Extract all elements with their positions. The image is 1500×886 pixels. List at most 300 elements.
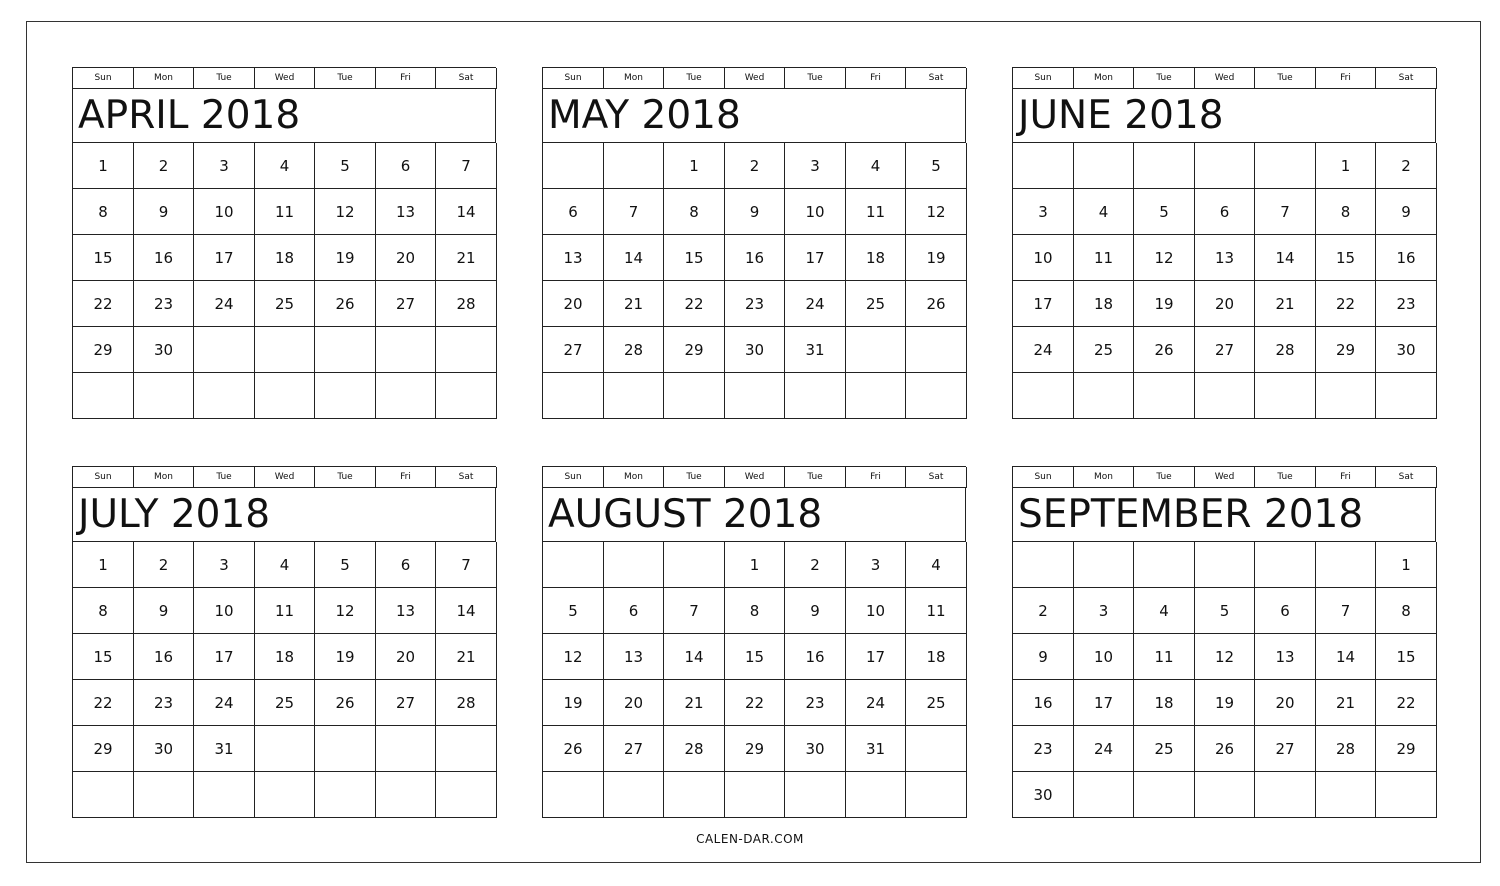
- weekday-label: Sun: [543, 467, 604, 488]
- day-cell: 27: [1195, 327, 1255, 373]
- day-cell: [1195, 542, 1255, 588]
- day-cell: 7: [1316, 588, 1376, 634]
- day-cell: 6: [543, 189, 604, 235]
- day-cell: 6: [604, 588, 664, 634]
- day-cell: 11: [1074, 235, 1134, 281]
- weekday-label: Tue: [664, 68, 725, 89]
- day-cell: [255, 373, 315, 419]
- day-cell: 2: [785, 542, 846, 588]
- day-cell: 25: [255, 680, 315, 726]
- day-cell: 1: [73, 542, 134, 588]
- day-cell: 28: [1316, 726, 1376, 772]
- day-cell: 24: [1074, 726, 1134, 772]
- day-cell: 5: [315, 542, 376, 588]
- day-cell: [436, 327, 497, 373]
- day-cell: 26: [1195, 726, 1255, 772]
- day-cell: 15: [1376, 634, 1437, 680]
- day-cell: 4: [255, 542, 315, 588]
- day-cell: 24: [1013, 327, 1074, 373]
- day-cell: 16: [725, 235, 785, 281]
- weekday-label: Fri: [376, 68, 436, 89]
- day-cell: 7: [436, 542, 497, 588]
- day-cell: 19: [543, 680, 604, 726]
- day-cell: 12: [1195, 634, 1255, 680]
- day-cell: 29: [725, 726, 785, 772]
- weekday-label: Tue: [194, 467, 255, 488]
- day-cell: [376, 327, 436, 373]
- day-cell: 29: [1316, 327, 1376, 373]
- weekday-label: Mon: [1074, 467, 1134, 488]
- weekday-header-row: [543, 68, 966, 89]
- day-cell: 24: [194, 281, 255, 327]
- day-cell: 3: [1013, 189, 1074, 235]
- day-cell: [1255, 542, 1316, 588]
- weekday-header-row: [1013, 68, 1436, 89]
- day-grid: [1013, 542, 1436, 818]
- day-cell: 10: [194, 588, 255, 634]
- day-cell: 26: [543, 726, 604, 772]
- day-cell: [543, 542, 604, 588]
- day-cell: 9: [134, 189, 194, 235]
- day-cell: 31: [785, 327, 846, 373]
- day-cell: 8: [664, 189, 725, 235]
- day-cell: 30: [1376, 327, 1437, 373]
- day-cell: [376, 726, 436, 772]
- day-cell: 22: [1316, 281, 1376, 327]
- day-cell: 20: [376, 634, 436, 680]
- day-cell: [1316, 373, 1376, 419]
- day-cell: [664, 542, 725, 588]
- day-cell: 23: [785, 680, 846, 726]
- weekday-label: Mon: [134, 68, 194, 89]
- day-cell: [1195, 772, 1255, 818]
- day-cell: 28: [436, 281, 497, 327]
- day-cell: [604, 373, 664, 419]
- weekday-label: Sat: [906, 467, 967, 488]
- day-cell: 5: [1195, 588, 1255, 634]
- day-cell: 26: [906, 281, 967, 327]
- day-cell: 6: [376, 542, 436, 588]
- weekday-label: Sat: [1376, 467, 1437, 488]
- day-cell: 20: [1255, 680, 1316, 726]
- day-cell: 15: [73, 235, 134, 281]
- day-cell: [1074, 772, 1134, 818]
- day-cell: 24: [785, 281, 846, 327]
- weekday-label: Tue: [315, 68, 376, 89]
- day-cell: 30: [1013, 772, 1074, 818]
- weekday-label: Sat: [436, 68, 497, 89]
- weekday-label: Wed: [725, 467, 785, 488]
- day-cell: 17: [846, 634, 906, 680]
- weekday-header-row: [73, 467, 496, 488]
- day-cell: 27: [604, 726, 664, 772]
- day-cell: 6: [1255, 588, 1316, 634]
- day-cell: 13: [1255, 634, 1316, 680]
- day-cell: 24: [194, 680, 255, 726]
- day-cell: [543, 143, 604, 189]
- day-cell: [255, 772, 315, 818]
- day-cell: 21: [604, 281, 664, 327]
- weekday-label: Tue: [194, 68, 255, 89]
- day-cell: 9: [134, 588, 194, 634]
- weekday-label: Mon: [604, 467, 664, 488]
- day-cell: 13: [1195, 235, 1255, 281]
- day-cell: 29: [1376, 726, 1437, 772]
- day-cell: 13: [376, 588, 436, 634]
- month-calendar: [72, 466, 496, 818]
- day-cell: 16: [785, 634, 846, 680]
- day-cell: [725, 772, 785, 818]
- day-cell: [1255, 373, 1316, 419]
- day-cell: 4: [1074, 189, 1134, 235]
- day-cell: 18: [1134, 680, 1195, 726]
- day-cell: 1: [725, 542, 785, 588]
- day-cell: [543, 373, 604, 419]
- day-cell: 11: [1134, 634, 1195, 680]
- day-cell: 23: [134, 680, 194, 726]
- day-cell: 18: [1074, 281, 1134, 327]
- day-cell: 15: [664, 235, 725, 281]
- day-cell: 16: [1013, 680, 1074, 726]
- day-cell: [1074, 373, 1134, 419]
- weekday-label: Fri: [1316, 467, 1376, 488]
- month-title: SEPTEMBER 2018: [1013, 488, 1436, 542]
- day-cell: [255, 726, 315, 772]
- day-cell: [1074, 542, 1134, 588]
- day-cell: [906, 726, 967, 772]
- day-cell: 14: [664, 634, 725, 680]
- weekday-label: Sun: [1013, 467, 1074, 488]
- weekday-label: Tue: [1255, 467, 1316, 488]
- day-cell: 17: [785, 235, 846, 281]
- day-cell: 2: [134, 542, 194, 588]
- day-cell: [255, 327, 315, 373]
- day-cell: 1: [1316, 143, 1376, 189]
- day-cell: 13: [376, 189, 436, 235]
- day-cell: 17: [194, 634, 255, 680]
- day-cell: 15: [1316, 235, 1376, 281]
- weekday-label: Mon: [604, 68, 664, 89]
- day-grid: [543, 542, 966, 818]
- day-cell: 4: [846, 143, 906, 189]
- day-cell: 18: [846, 235, 906, 281]
- day-cell: 10: [1013, 235, 1074, 281]
- day-cell: [604, 772, 664, 818]
- day-cell: 21: [1316, 680, 1376, 726]
- day-cell: 19: [315, 235, 376, 281]
- day-cell: 10: [194, 189, 255, 235]
- day-cell: 23: [134, 281, 194, 327]
- day-cell: 1: [73, 143, 134, 189]
- day-cell: 8: [73, 189, 134, 235]
- day-cell: 5: [315, 143, 376, 189]
- day-cell: [315, 726, 376, 772]
- day-cell: 17: [1013, 281, 1074, 327]
- day-cell: 29: [664, 327, 725, 373]
- day-cell: 2: [725, 143, 785, 189]
- day-cell: [1255, 143, 1316, 189]
- day-cell: 27: [376, 680, 436, 726]
- day-cell: 14: [1316, 634, 1376, 680]
- weekday-label: Tue: [785, 467, 846, 488]
- day-cell: [1134, 542, 1195, 588]
- weekday-label: Tue: [664, 467, 725, 488]
- day-cell: 24: [846, 680, 906, 726]
- day-cell: 21: [436, 235, 497, 281]
- month-calendar: [542, 67, 966, 419]
- day-cell: [846, 772, 906, 818]
- day-cell: 22: [73, 281, 134, 327]
- day-cell: 30: [785, 726, 846, 772]
- day-cell: [134, 373, 194, 419]
- day-cell: [1013, 373, 1074, 419]
- weekday-label: Tue: [1134, 467, 1195, 488]
- day-cell: [785, 373, 846, 419]
- day-cell: 8: [73, 588, 134, 634]
- day-cell: 1: [664, 143, 725, 189]
- day-cell: 16: [134, 235, 194, 281]
- day-cell: 30: [725, 327, 785, 373]
- weekday-label: Sat: [436, 467, 497, 488]
- day-cell: 3: [194, 143, 255, 189]
- day-cell: 2: [1376, 143, 1437, 189]
- day-cell: 3: [194, 542, 255, 588]
- month-title: JULY 2018: [73, 488, 496, 542]
- weekday-label: Wed: [725, 68, 785, 89]
- day-cell: 31: [846, 726, 906, 772]
- day-cell: 6: [1195, 189, 1255, 235]
- day-cell: 29: [73, 726, 134, 772]
- day-cell: [436, 772, 497, 818]
- day-cell: 11: [255, 189, 315, 235]
- day-cell: 2: [1013, 588, 1074, 634]
- day-cell: 26: [315, 680, 376, 726]
- day-cell: 9: [725, 189, 785, 235]
- day-cell: 4: [255, 143, 315, 189]
- day-cell: 31: [194, 726, 255, 772]
- day-cell: [376, 373, 436, 419]
- day-cell: [664, 373, 725, 419]
- day-cell: 5: [906, 143, 967, 189]
- day-cell: [1376, 373, 1437, 419]
- day-cell: [664, 772, 725, 818]
- day-cell: 5: [543, 588, 604, 634]
- day-cell: 25: [906, 680, 967, 726]
- day-cell: [1316, 542, 1376, 588]
- day-cell: 11: [846, 189, 906, 235]
- day-cell: [1195, 373, 1255, 419]
- month-calendar: [1012, 67, 1436, 419]
- day-cell: [134, 772, 194, 818]
- month-title: JUNE 2018: [1013, 89, 1436, 143]
- day-cell: 10: [846, 588, 906, 634]
- day-cell: [906, 327, 967, 373]
- day-cell: 5: [1134, 189, 1195, 235]
- day-cell: [376, 772, 436, 818]
- day-cell: [846, 373, 906, 419]
- day-cell: 25: [1134, 726, 1195, 772]
- weekday-label: Fri: [1316, 68, 1376, 89]
- day-cell: 27: [376, 281, 436, 327]
- day-grid: [1013, 143, 1436, 419]
- day-cell: 9: [1376, 189, 1437, 235]
- day-cell: 7: [664, 588, 725, 634]
- weekday-label: Tue: [1255, 68, 1316, 89]
- day-cell: 9: [785, 588, 846, 634]
- day-cell: 23: [1013, 726, 1074, 772]
- day-cell: 17: [1074, 680, 1134, 726]
- day-cell: 3: [846, 542, 906, 588]
- day-cell: [906, 373, 967, 419]
- weekday-label: Sun: [73, 68, 134, 89]
- weekday-label: Mon: [1074, 68, 1134, 89]
- day-cell: 20: [1195, 281, 1255, 327]
- month-title: APRIL 2018: [73, 89, 496, 143]
- weekday-label: Fri: [846, 68, 906, 89]
- day-cell: [315, 373, 376, 419]
- day-cell: [1255, 772, 1316, 818]
- weekday-label: Wed: [1195, 68, 1255, 89]
- day-cell: [194, 327, 255, 373]
- day-cell: 20: [604, 680, 664, 726]
- day-cell: [194, 373, 255, 419]
- day-cell: 20: [376, 235, 436, 281]
- day-cell: 3: [785, 143, 846, 189]
- day-cell: 19: [906, 235, 967, 281]
- day-cell: 13: [543, 235, 604, 281]
- day-cell: 14: [604, 235, 664, 281]
- weekday-header-row: [543, 467, 966, 488]
- day-cell: 14: [436, 189, 497, 235]
- day-cell: [1195, 143, 1255, 189]
- day-cell: 18: [255, 235, 315, 281]
- day-cell: 21: [664, 680, 725, 726]
- month-title: AUGUST 2018: [543, 488, 966, 542]
- day-cell: 19: [1195, 680, 1255, 726]
- day-cell: [1013, 542, 1074, 588]
- day-cell: 23: [725, 281, 785, 327]
- day-cell: 25: [846, 281, 906, 327]
- month-calendar: [1012, 466, 1436, 818]
- month-calendar: [72, 67, 496, 419]
- day-cell: 21: [436, 634, 497, 680]
- day-cell: 2: [134, 143, 194, 189]
- day-cell: 27: [543, 327, 604, 373]
- day-cell: [604, 542, 664, 588]
- month-title: MAY 2018: [543, 89, 966, 143]
- weekday-label: Sat: [906, 68, 967, 89]
- day-cell: 28: [436, 680, 497, 726]
- day-cell: 17: [194, 235, 255, 281]
- weekday-label: Sun: [1013, 68, 1074, 89]
- day-cell: 12: [906, 189, 967, 235]
- day-cell: 15: [73, 634, 134, 680]
- month-calendar: [542, 466, 966, 818]
- day-cell: [846, 327, 906, 373]
- day-cell: 23: [1376, 281, 1437, 327]
- day-cell: 7: [604, 189, 664, 235]
- day-cell: 11: [255, 588, 315, 634]
- day-cell: 12: [1134, 235, 1195, 281]
- day-cell: 27: [1255, 726, 1316, 772]
- day-grid: [543, 143, 966, 419]
- day-cell: 8: [725, 588, 785, 634]
- day-cell: [604, 143, 664, 189]
- day-cell: 18: [255, 634, 315, 680]
- day-cell: 19: [315, 634, 376, 680]
- day-cell: 30: [134, 726, 194, 772]
- day-cell: 4: [906, 542, 967, 588]
- day-cell: 7: [1255, 189, 1316, 235]
- day-cell: 29: [73, 327, 134, 373]
- weekday-header-row: [73, 68, 496, 89]
- weekday-label: Sun: [73, 467, 134, 488]
- weekday-label: Mon: [134, 467, 194, 488]
- day-cell: [543, 772, 604, 818]
- day-cell: 11: [906, 588, 967, 634]
- day-cell: 20: [543, 281, 604, 327]
- weekday-label: Sat: [1376, 68, 1437, 89]
- weekday-label: Fri: [846, 467, 906, 488]
- weekday-label: Wed: [255, 68, 315, 89]
- day-cell: [1013, 143, 1074, 189]
- day-cell: [315, 327, 376, 373]
- day-cell: [725, 373, 785, 419]
- day-cell: 26: [1134, 327, 1195, 373]
- day-cell: 30: [134, 327, 194, 373]
- day-cell: 13: [604, 634, 664, 680]
- day-cell: 18: [906, 634, 967, 680]
- day-cell: 8: [1316, 189, 1376, 235]
- day-cell: 28: [1255, 327, 1316, 373]
- day-cell: 22: [73, 680, 134, 726]
- weekday-label: Tue: [1134, 68, 1195, 89]
- day-cell: 22: [725, 680, 785, 726]
- day-cell: 12: [315, 588, 376, 634]
- day-cell: 28: [604, 327, 664, 373]
- day-cell: [1134, 772, 1195, 818]
- day-cell: 25: [255, 281, 315, 327]
- day-cell: 1: [1376, 542, 1437, 588]
- weekday-header-row: [1013, 467, 1436, 488]
- day-cell: [1134, 143, 1195, 189]
- day-cell: 22: [1376, 680, 1437, 726]
- day-cell: [436, 373, 497, 419]
- day-cell: [73, 772, 134, 818]
- day-cell: [194, 772, 255, 818]
- day-cell: 26: [315, 281, 376, 327]
- day-cell: 14: [436, 588, 497, 634]
- day-cell: 25: [1074, 327, 1134, 373]
- day-cell: 21: [1255, 281, 1316, 327]
- day-cell: 3: [1074, 588, 1134, 634]
- day-grid: [73, 542, 496, 818]
- day-cell: [436, 726, 497, 772]
- day-cell: 10: [785, 189, 846, 235]
- day-cell: 15: [725, 634, 785, 680]
- day-cell: 12: [315, 189, 376, 235]
- weekday-label: Tue: [785, 68, 846, 89]
- weekday-label: Wed: [255, 467, 315, 488]
- day-cell: 7: [436, 143, 497, 189]
- day-cell: 22: [664, 281, 725, 327]
- weekday-label: Sun: [543, 68, 604, 89]
- day-cell: 12: [543, 634, 604, 680]
- day-cell: 6: [376, 143, 436, 189]
- day-cell: 16: [1376, 235, 1437, 281]
- footer-site-label[interactable]: CALEN-DAR.COM: [696, 832, 804, 846]
- weekday-label: Wed: [1195, 467, 1255, 488]
